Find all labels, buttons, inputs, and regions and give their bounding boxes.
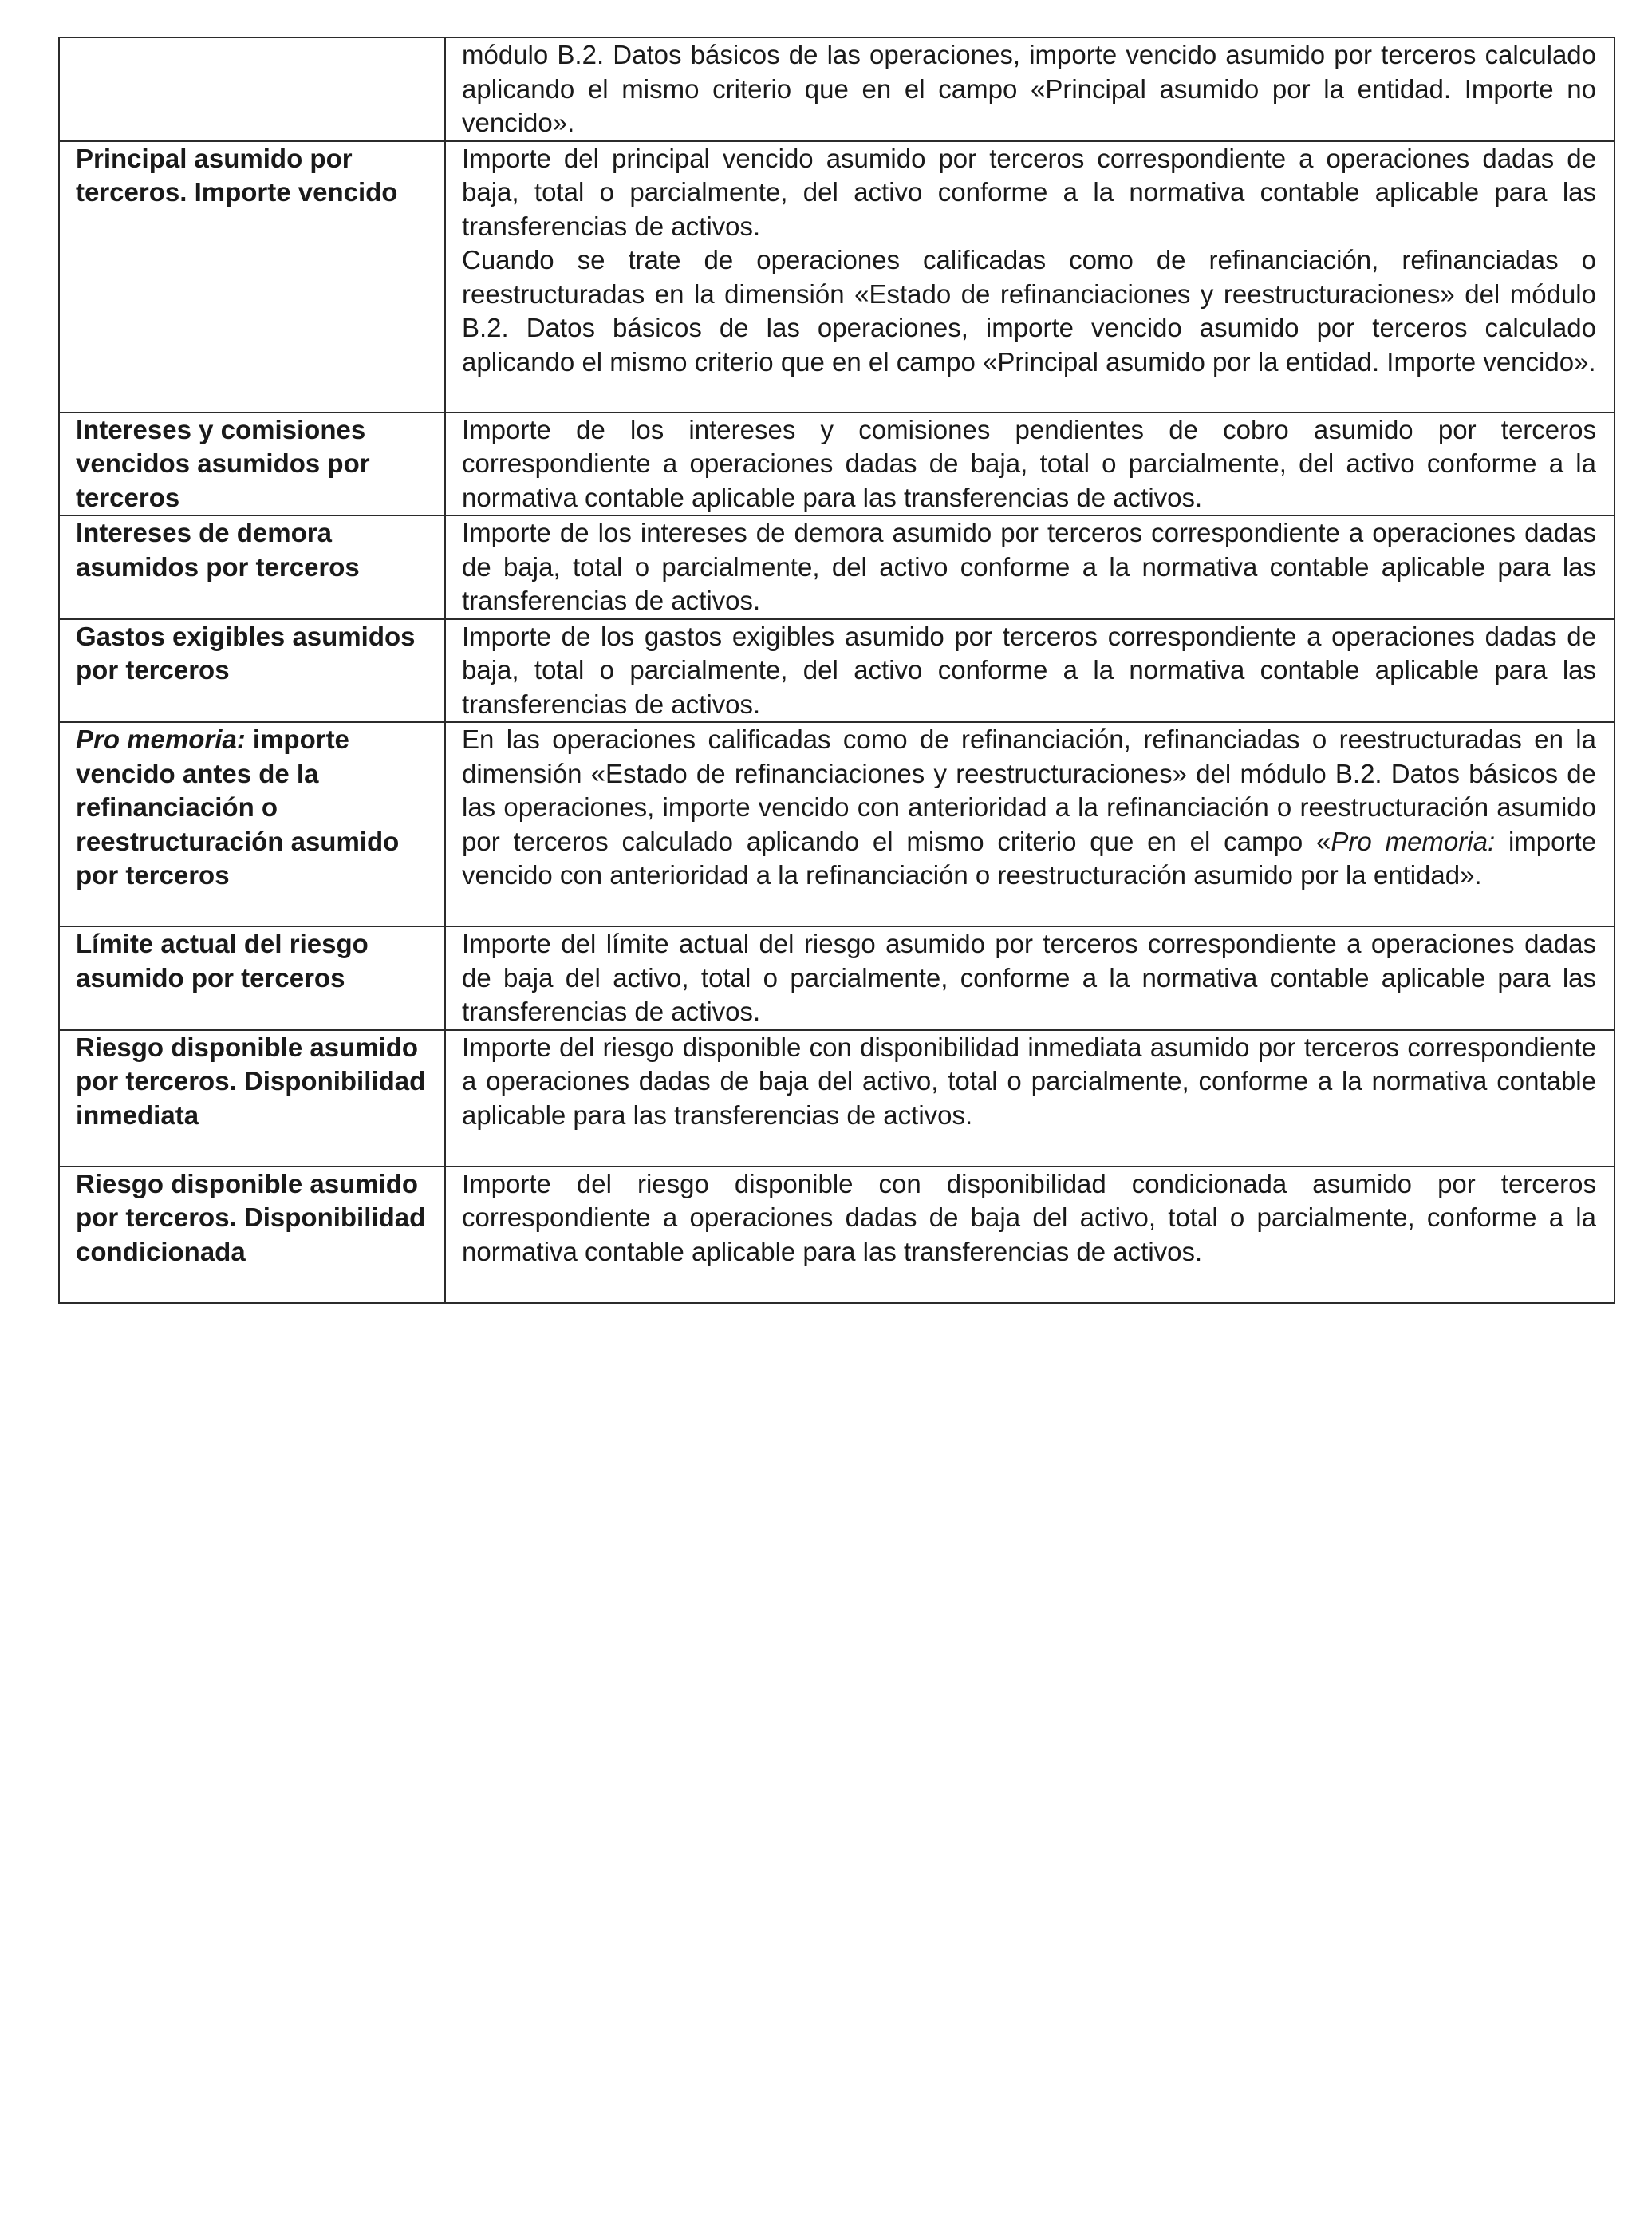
term-cell: Principal asumido por terceros. Importe vencido <box>59 141 445 413</box>
description-cell <box>445 722 1615 926</box>
description-paragraph: Importe del límite actual del riesgo asumido por terceros correspondiente a operaciones dadas de baja del activo, total o parcialmente, conforme a la normativa contable aplicable para las transferencias de activos. <box>462 929 1596 1026</box>
table-row <box>59 413 1615 516</box>
table-row <box>59 722 1615 926</box>
description-paragraph: Cuando se trate de operaciones calificadas como de refinanciación, refinanciadas o reestructuradas en la dimensión «Estado de refinanciaciones y reestructuraciones» del módulo B.2. Datos básicos de las operaciones, importe vencido asumido por terceros calculado aplicando el mismo criterio que en el campo «Principal asumido por la entidad. Importe vencido». <box>462 245 1596 377</box>
table-row <box>59 926 1615 1030</box>
term-cell: Riesgo disponible asumido por terceros. Disponibilidad inmediata <box>59 1030 445 1167</box>
table-row <box>59 619 1615 723</box>
description-italic-text: Pro memoria: <box>1331 826 1496 856</box>
description-paragraph <box>462 723 1596 893</box>
description-cell <box>445 515 1615 619</box>
table-row <box>59 141 1615 413</box>
description-paragraph: Importe de los intereses de demora asumido por terceros correspondiente a operaciones dadas de baja, total o parcialmente, del activo conforme a la normativa contable aplicable para las transferencias de activos. <box>462 518 1596 615</box>
description-paragraph: Importe de los gastos exigibles asumido por terceros correspondiente a operaciones dadas de baja, total o parcialmente, del activo conforme a la normativa contable aplicable para las transferencias de activos. <box>462 621 1596 719</box>
description-paragraph: módulo B.2. Datos básicos de las operaciones, importe vencido asumido por terceros calculado aplicando el mismo criterio que en el campo «Principal asumido por la entidad. Importe no vencido». <box>462 40 1596 137</box>
term-cell: Intereses y comisiones vencidos asumidos por terceros <box>59 413 445 516</box>
description-cell <box>445 141 1615 413</box>
table-row <box>59 38 1615 141</box>
description-cell <box>445 38 1615 141</box>
term-cell: Límite actual del riesgo asumido por terceros <box>59 926 445 1030</box>
term-italic-prefix: Pro memoria: <box>76 725 246 754</box>
term-cell: Intereses de demora asumidos por terceros <box>59 515 445 619</box>
description-cell <box>445 1030 1615 1167</box>
description-text: En las operaciones calificadas como de refinanciación, refinanciadas o reestructuradas en la dimensión «Estado de refinanciaciones y reestructuraciones» del módulo B.2. Datos básicos de las operaciones, importe vencido con anterioridad a la refinanciación o reestructuración asumido por terceros calculado aplicando el mismo criterio que en el campo « <box>462 725 1596 856</box>
table-row <box>59 515 1615 619</box>
description-cell <box>445 1167 1615 1303</box>
term-cell: Riesgo disponible asumido por terceros. Disponibilidad condicionada <box>59 1167 445 1303</box>
term-text: importe vencido antes de la refinanciación o reestructuración asumido por terceros <box>76 725 400 890</box>
term-cell <box>59 38 445 141</box>
description-cell <box>445 413 1615 516</box>
description-cell <box>445 619 1615 723</box>
definitions-table <box>58 37 1615 1304</box>
term-cell: Gastos exigibles asumidos por terceros <box>59 619 445 723</box>
term-cell <box>59 722 445 926</box>
table-row <box>59 1167 1615 1303</box>
description-cell <box>445 926 1615 1030</box>
table-row <box>59 1030 1615 1167</box>
description-text: importe vencido con anterioridad a la refinanciación o reestructuración asumido por la entidad». <box>462 826 1596 890</box>
description-paragraph: Importe de los intereses y comisiones pendientes de cobro asumido por terceros correspondiente a operaciones dadas de baja, total o parcialmente, del activo conforme a la normativa contable aplicable para las transferencias de activos. <box>462 414 1596 512</box>
description-paragraph: Importe del riesgo disponible con disponibilidad inmediata asumido por terceros correspondiente a operaciones dadas de baja del activo, total o parcialmente, conforme a la normativa contable aplicable para las transferencias de activos. <box>462 1032 1596 1130</box>
description-paragraph: Importe del principal vencido asumido por terceros correspondiente a operaciones dadas de baja, total o parcialmente, del activo conforme a la normativa contable aplicable para las transferencias de activos. <box>462 143 1596 241</box>
description-paragraph: Importe del riesgo disponible con disponibilidad condicionada asumido por terceros correspondiente a operaciones dadas de baja del activo, total o parcialmente, conforme a la normativa contable aplicable para las transferencias de activos. <box>462 1168 1596 1266</box>
